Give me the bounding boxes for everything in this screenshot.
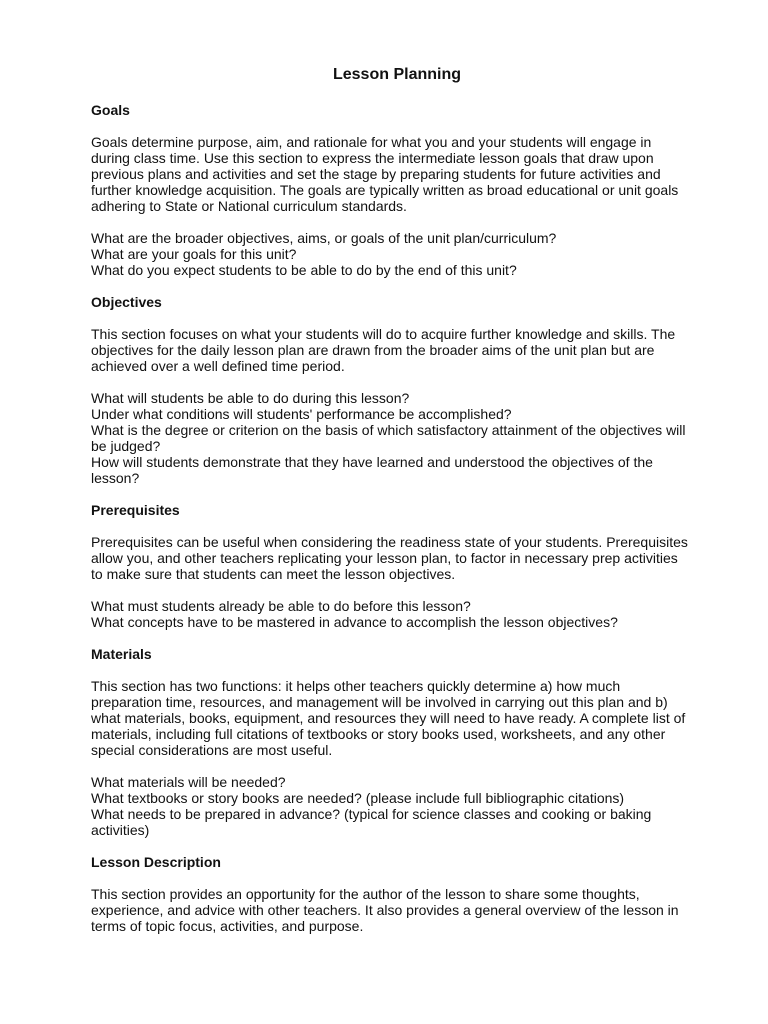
question-item: What are your goals for this unit?	[91, 246, 297, 262]
document-title: Lesson Planning	[332, 66, 461, 83]
section-paragraph: Prerequisites can be useful when considering the readiness state of your students. Prerequisites allow you, and other teachers replicating your lesson plan, to factor in necessary prep activities to make sure that students can meet the lesson objectives.	[91, 534, 688, 582]
question-item: Under what conditions will students' performance be accomplished?	[91, 406, 512, 422]
document-page	[91, 64, 691, 950]
section-heading: Prerequisites	[91, 502, 180, 518]
question-list	[91, 598, 691, 630]
section-heading: Materials	[91, 646, 152, 662]
question-item: What concepts have to be mastered in advance to accomplish the lesson objectives?	[91, 614, 618, 630]
question-item: What textbooks or story books are needed? (please include full bibliographic citations)	[91, 790, 625, 806]
question-list	[91, 390, 691, 486]
question-item: What must students already be able to do before this lesson?	[91, 598, 471, 614]
section-materials	[91, 646, 691, 838]
question-item: What needs to be prepared in advance? (typical for science classes and cooking or baking activities)	[91, 806, 652, 838]
section-paragraph: This section focuses on what your students will do to acquire further knowledge and skills. The objectives for the daily lesson plan are drawn from the broader aims of the unit plan but are achieved over a well defined time period.	[91, 326, 676, 374]
section-lesson-description	[91, 854, 691, 934]
question-item: What do you expect students to be able to do by the end of this unit?	[91, 262, 517, 278]
question-list	[91, 774, 691, 838]
section-paragraph: Goals determine purpose, aim, and rationale for what you and your students will engage in during class time. Use this section to express the intermediate lesson goals that draw upon previous plans and activities and set the stage by preparing students for future activities and further knowledge acquisition. The goals are typically written as broad educational or unit goals adhering to State or National curriculum standards.	[91, 134, 679, 214]
section-objectives	[91, 294, 691, 486]
section-prerequisites	[91, 502, 691, 630]
section-heading: Objectives	[91, 294, 162, 310]
question-item: How will students demonstrate that they have learned and understood the objectives of the lesson?	[91, 454, 653, 486]
section-heading: Lesson Description	[91, 854, 221, 870]
section-goals	[91, 102, 691, 278]
question-item: What are the broader objectives, aims, or goals of the unit plan/curriculum?	[91, 230, 557, 246]
question-item: What will students be able to do during this lesson?	[91, 390, 410, 406]
section-paragraph: This section provides an opportunity for the author of the lesson to share some thoughts, experience, and advice with other teachers. It also provides a general overview of the lesson in terms of topic focus, activities, and purpose.	[91, 886, 679, 934]
question-list	[91, 230, 691, 278]
question-item: What materials will be needed?	[91, 774, 286, 790]
section-heading: Goals	[91, 102, 130, 118]
section-paragraph: This section has two functions: it helps other teachers quickly determine a) how much preparation time, resources, and management will be involved in carrying out this plan and b) what materials, books, equipment, and resources they will need to have ready. A complete list of materials, including full citations of textbooks or story books used, worksheets, and any other special considerations are most useful.	[91, 678, 686, 758]
question-item: What is the degree or criterion on the basis of which satisfactory attainment of the objectives will be judged?	[91, 422, 686, 454]
